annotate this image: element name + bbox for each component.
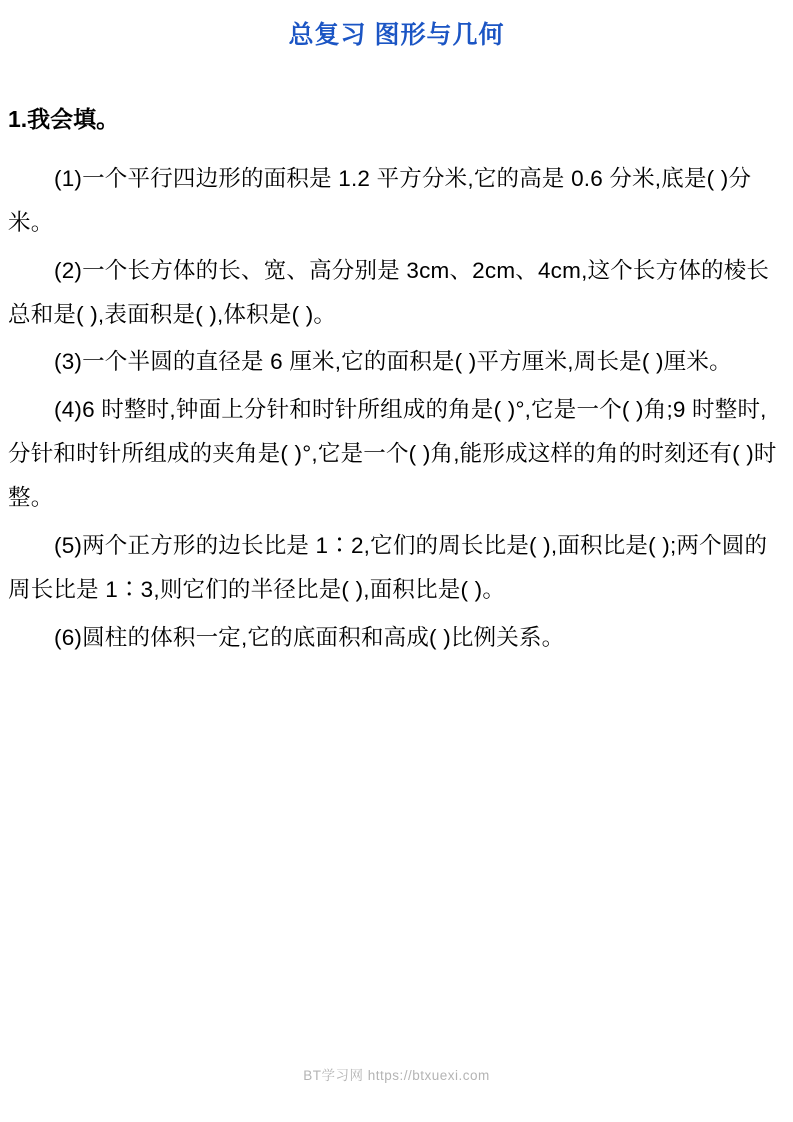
question-item: (6)圆柱的体积一定,它的底面积和高成( )比例关系。 (54, 624, 565, 650)
questions-list (0, 157, 793, 660)
question-item: (5)两个正方形的边长比是 1∶2,它们的周长比是( ),面积比是( );两个圆的周长比是 1∶3,则它们的半径比是( ),面积比是( )。 (8, 532, 768, 602)
page-title: 总复习 图形与几何 (288, 21, 505, 49)
question-item: (2)一个长方体的长、宽、高分别是 3cm、2cm、4cm,这个长方体的棱长总和是( ),表面积是( ),体积是( )。 (8, 257, 770, 327)
question-item: (1)一个平行四边形的面积是 1.2 平方分米,它的高是 0.6 分米,底是( )分米。 (8, 165, 752, 235)
section-heading: 1.我会填。 (8, 106, 120, 132)
footer-watermark: BT学习网 https://btxuexi.com (303, 1068, 490, 1083)
question-item: (4)6 时整时,钟面上分针和时针所组成的角是( )°,它是一个( )角;9 时整时,分针和时针所组成的夹角是( )°,它是一个( )角,能形成这样的角的时刻还有( )时整。 (8, 397, 777, 511)
question-item: (3)一个半圆的直径是 6 厘米,它的面积是( )平方厘米,周长是( )厘米。 (54, 349, 732, 375)
